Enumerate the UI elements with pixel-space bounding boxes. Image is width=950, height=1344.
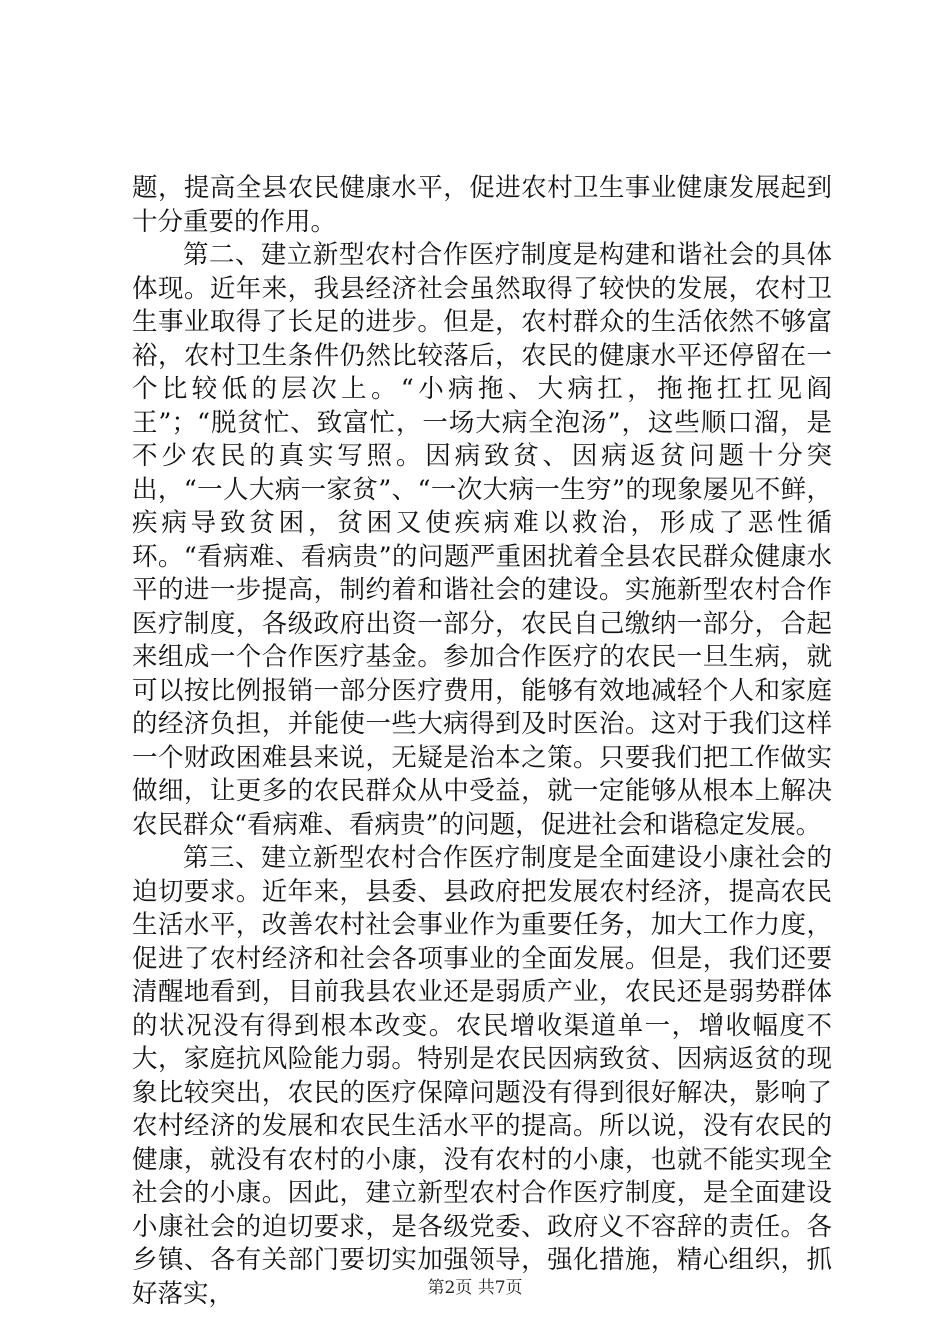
paragraph-continuation: 题，提高全县农民健康水平，促进农村卫生事业健康发展起到十分重要的作用。 — [132, 173, 832, 237]
paragraph-third-point: 第三、建立新型农村合作医疗制度是全面建设小康社会的迫切要求。近年来，县委、县政府把发展农村经济，提高农民生活水平，改善农村社会事业作为重要任务，加大工作力度，促进了农村经济和社会各项事业的全面发展。但是，我们还要清醒地看到，目前我县农业还是弱质产业，农民还是弱势群体的状况没有得到根本改变。农民增收渠道单一，增收幅度不大，家庭抗风险能力弱。特别是农民因病致贫、因病返贫的现象比较突出，农民的医疗保障问题没有得到很好解决，影响了农村经济的发展和农民生活水平的提高。所以说，没有农民的健康，就没有农村的小康，没有农村的小康，也就不能实现全社会的小康。因此，建立新型农村合作医疗制度，是全面建设小康社会的迫切要求，是各级党委、政府义不容辞的责任。各乡镇、各有关部门要切实加强领导，强化措施，精心组织，抓好落实， — [132, 843, 832, 1309]
page-number-footer: 第2页 共7页 — [427, 1278, 523, 1298]
document-body — [132, 172, 832, 1311]
paragraph-second-point: 第二、建立新型农村合作医疗制度是构建和谐社会的具体体现。近年来，我县经济社会虽然取得了较快的发展，农村卫生事业取得了长足的进步。但是，农村群众的生活依然不够富裕，农村卫生条件仍然比较落后，农民的健康水平还停留在一个比较低的层次上。“小病拖、大病扛，拖拖扛扛见阎王”；“脱贫忙、致富忙，一场大病全泡汤”，这些顺口溜，是不少农民的真实写照。因病致贫、因病返贫问题十分突出，“一人大病一家贫”、“一次大病一生穷”的现象屡见不鲜，疾病导致贫困，贫困又使疾病难以救治，形成了恶性循环。“看病难、看病贵”的问题严重困扰着全县农民群众健康水平的进一步提高，制约着和谐社会的建设。实施新型农村合作医疗制度，各级政府出资一部分，农民自己缴纳一部分，合起来组成一个合作医疗基金。参加合作医疗的农民一旦生病，就可以按比例报销一部分医疗费用，能够有效地减轻个人和家庭的经济负担，并能使一些大病得到及时医治。这对于我们这样一个财政困难县来说，无疑是治本之策。只要我们把工作做实做细，让更多的农民群众从中受益，就一定能够从根本上解决农民群众“看病难、看病贵”的问题，促进社会和谐稳定发展。 — [132, 240, 832, 840]
